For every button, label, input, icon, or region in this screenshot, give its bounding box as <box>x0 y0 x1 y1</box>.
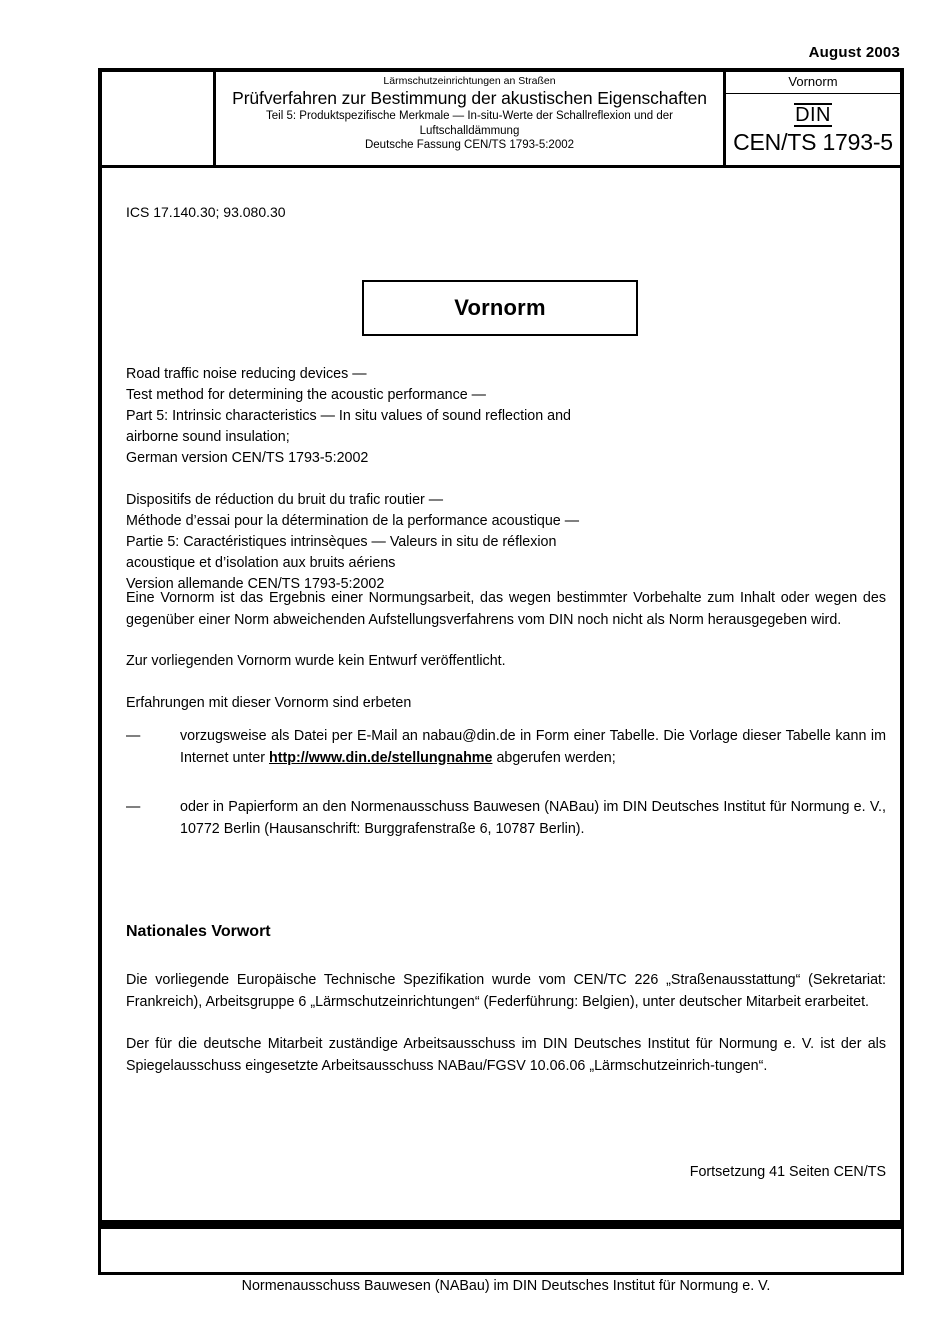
standard-cover-frame <box>98 68 904 1294</box>
no-draft-paragraph: Zur vorliegenden Vornorm wurde kein Entwurf veröffentlicht. <box>126 653 506 669</box>
header-part-line-1: Teil 5: Produktspezifische Merkmale — In-situ-Werte der Schallreflexion und der <box>266 110 673 122</box>
vornorm-stamp: Vornorm <box>362 280 638 336</box>
header-standard-type: Vornorm <box>726 72 900 94</box>
header-version-line: Deutsche Fassung CEN/TS 1793-5:2002 <box>364 139 575 151</box>
publication-date: August 2003 <box>808 44 900 61</box>
french-title-line-5: Version allemande CEN/TS 1793-5:2002 <box>126 576 385 592</box>
header-part-line-2: Luftschalldämmung <box>419 124 520 137</box>
foreword-paragraph-2: Der für die deutsche Mitarbeit zuständige Arbeitsausschuss im DIN Deutsches Institut für Normung e. V. ist der als Spiegelausschuss eingesetzte Arbeitsausschuss NABau/FGSV 10.06.06 „Lärmschutzeinrich-tungen“. <box>126 1036 886 1074</box>
din-logo-text: DIN <box>795 103 831 126</box>
header-title-cell <box>216 72 726 165</box>
publisher-line: Normenausschuss Bauwesen (NABau) im DIN Deutsches Institut für Normung e. V. <box>241 1278 771 1294</box>
standard-number: CEN/TS 1793-5 <box>733 128 893 155</box>
footer-empty-box <box>98 1226 904 1275</box>
french-title-line-2: Méthode d’essai pour la détermination de la performance acoustique — <box>126 513 579 529</box>
vornorm-notes <box>126 588 886 714</box>
english-title-line-1: Road traffic noise reducing devices — <box>126 366 367 382</box>
list-item <box>126 797 886 840</box>
national-foreword-heading: Nationales Vorwort <box>126 923 271 940</box>
header-logo-cell <box>726 72 900 165</box>
header-left-empty-cell <box>102 72 216 165</box>
english-title-line-4: airborne sound insulation; <box>126 429 290 445</box>
em-dash-icon: — <box>126 799 141 815</box>
header-subject-line: Lärmschutzeinrichtungen an Straßen <box>383 75 556 87</box>
french-title-line-1: Dispositifs de réduction du bruit du trafic routier — <box>126 492 444 508</box>
continuation-note: Fortsetzung 41 Seiten CEN/TS <box>689 1164 886 1180</box>
english-title-line-5: German version CEN/TS 1793-5:2002 <box>126 450 369 466</box>
header-main-title: Prüfverfahren zur Bestimmung der akustischen Eigenschaften <box>232 88 707 108</box>
foreword-paragraph-1: Die vorliegende Europäische Technische Spezifikation wurde vom CEN/TC 226 „Straßenausstattung“ (Sekretariat: Frankreich), Arbeitsgruppe 6 „Lärmschutzeinrichtungen“ (Federführung: Belgien), unter deutscher Mitarbeit erarbeitet. <box>126 972 886 1010</box>
din-logo <box>726 103 900 127</box>
list-item <box>126 726 886 769</box>
french-title-line-4: acoustique et d’isolation aux bruits aériens <box>126 555 396 571</box>
national-foreword-body <box>126 970 886 1077</box>
multilingual-titles <box>126 364 886 595</box>
english-title-line-2: Test method for determining the acoustic performance — <box>126 387 486 403</box>
feedback-postal-text: oder in Papierform an den Normenausschuss Bauwesen (NABau) im DIN Deutsches Institut für Normung e. V., 10772 Berlin (Hausanschrift: Burggrafenstraße 6, 10787 Berlin). <box>180 799 886 837</box>
cover-body <box>102 168 900 1294</box>
french-title-line-3: Partie 5: Caractéristiques intrinsèques — Valeurs in situ de réflexion <box>126 534 557 550</box>
vornorm-definition-paragraph: Eine Vornorm ist das Ergebnis einer Normungsarbeit, das wegen bestimmter Vorbehalte zum Inhalt oder wegen des gegenüber einer Norm abweichenden Aufstellungsverfahrens vom DIN noch nicht als Norm herausgegeben wird. <box>126 590 886 628</box>
din-logo-box <box>726 94 900 165</box>
english-title-block <box>126 364 886 469</box>
french-title-block <box>126 490 886 595</box>
feedback-invitation-paragraph: Erfahrungen mit dieser Vornorm sind erbeten <box>126 694 412 711</box>
em-dash-icon: — <box>126 728 141 744</box>
ics-codes: ICS 17.140.30; 93.080.30 <box>126 204 286 220</box>
feedback-email-text-after: abgerufen werden; <box>492 749 616 766</box>
feedback-channel-list <box>126 726 886 840</box>
feedback-email-text-before: vorzugsweise als Datei per E-Mail an nabau@din.de in Form einer Tabelle. Die Vorlage dieser Tabelle kann im Internet unter <box>180 728 886 766</box>
din-stellungnahme-link[interactable]: http://www.din.de/stellungnahme <box>269 749 493 766</box>
header-table <box>102 72 900 168</box>
english-title-line-3: Part 5: Intrinsic characteristics — In situ values of sound reflection and <box>126 408 571 424</box>
